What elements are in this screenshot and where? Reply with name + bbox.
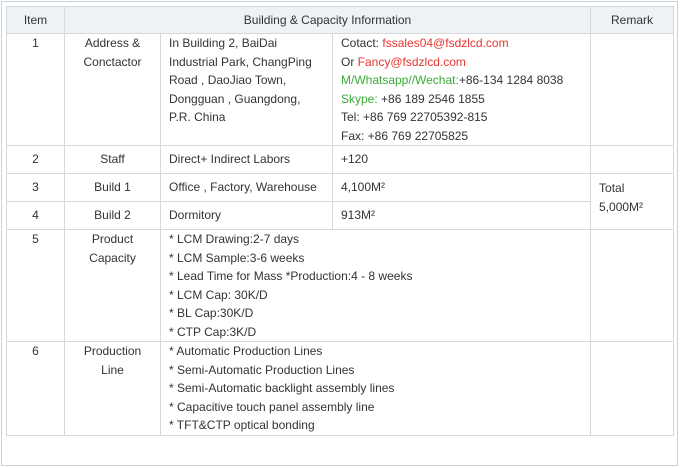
- item-number: 1: [7, 34, 65, 146]
- row-label: Product Capacity: [65, 230, 161, 342]
- contact-cell: [333, 34, 591, 146]
- list-item: * Semi-Automatic Production Lines: [169, 362, 355, 377]
- table-row: [7, 342, 674, 436]
- skype-label: Skype:: [341, 91, 378, 106]
- list-item: * Capacitive touch panel assembly line: [169, 399, 375, 414]
- capacity-list: [161, 230, 591, 342]
- fax-line: Fax: +86 769 22705825: [341, 128, 469, 143]
- desc-cell: Dormitory: [161, 202, 333, 230]
- table-row: [7, 202, 674, 230]
- contact-label: Cotact:: [341, 36, 383, 50]
- item-number: 6: [7, 342, 65, 436]
- list-item: * CTP Cap:3K/D: [169, 324, 257, 339]
- row-label: Production Line: [65, 342, 161, 436]
- table-header-row: [7, 7, 674, 34]
- list-item: * LCM Cap: 30K/D: [169, 287, 268, 302]
- item-number: 2: [7, 146, 65, 174]
- capacity-table: [6, 6, 674, 436]
- list-item: * Lead Time for Mass *Production:4 - 8 weeks: [169, 269, 413, 283]
- list-item: * Semi-Automatic backlight assembly lines: [169, 381, 395, 395]
- address-cell: In Building 2, BaiDai Industrial Park, ChangPing Road , DaoJiao Town, Dongguan , Guangdong, P.R. China: [161, 34, 333, 146]
- row-label: Build 2: [65, 202, 161, 230]
- list-item: * LCM Sample:3-6 weeks: [169, 250, 305, 265]
- row-label: Build 1: [65, 174, 161, 202]
- list-item: * TFT&CTP optical bonding: [169, 418, 315, 432]
- table-row: [7, 34, 674, 146]
- list-item: * BL Cap:30K/D: [169, 306, 254, 320]
- desc-cell: Office , Factory, Warehouse: [161, 174, 333, 202]
- table-frame: [1, 1, 678, 466]
- list-item: * Automatic Production Lines: [169, 344, 323, 358]
- remark-cell: [591, 342, 674, 436]
- or-label: Or: [341, 54, 358, 69]
- header-item: Item: [7, 7, 65, 34]
- table-row: [7, 174, 674, 202]
- row-label: Address & Conctactor: [65, 34, 161, 146]
- tel-line: Tel: +86 769 22705392-815: [341, 110, 488, 124]
- table-row: [7, 230, 674, 342]
- header-info: Building & Capacity Information: [65, 7, 591, 34]
- remark-total: Total 5,000M²: [591, 174, 674, 230]
- contact-line: [341, 34, 582, 53]
- row-label: Staff: [65, 146, 161, 174]
- header-remark: Remark: [591, 7, 674, 34]
- value-cell: 913M²: [333, 202, 591, 230]
- table-row: [7, 146, 674, 174]
- list-item: * LCM Drawing:2-7 days: [169, 232, 300, 246]
- skype-line: [341, 90, 582, 109]
- value-cell: 4,100M²: [333, 174, 591, 202]
- desc-cell: Direct+ Indirect Labors: [161, 146, 333, 174]
- remark-cell: [591, 34, 674, 146]
- remark-cell: [591, 146, 674, 174]
- item-number: 4: [7, 202, 65, 230]
- value-cell: +120: [333, 146, 591, 174]
- item-number: 3: [7, 174, 65, 202]
- skype-value: +86 189 2546 1855: [377, 91, 485, 106]
- whatsapp-line: [341, 71, 582, 90]
- contact-email-link[interactable]: fssales04@fsdzlcd.com: [382, 36, 509, 50]
- alt-contact-line: [341, 53, 582, 72]
- item-number: 5: [7, 230, 65, 342]
- remark-cell: [591, 230, 674, 342]
- whatsapp-value: +86-134 1284 8038: [458, 73, 564, 87]
- whatsapp-label: M/Whatsapp//Wechat:: [341, 73, 459, 87]
- alt-email-link[interactable]: Fancy@fsdzlcd.com: [357, 54, 466, 69]
- production-line-list: [161, 342, 591, 436]
